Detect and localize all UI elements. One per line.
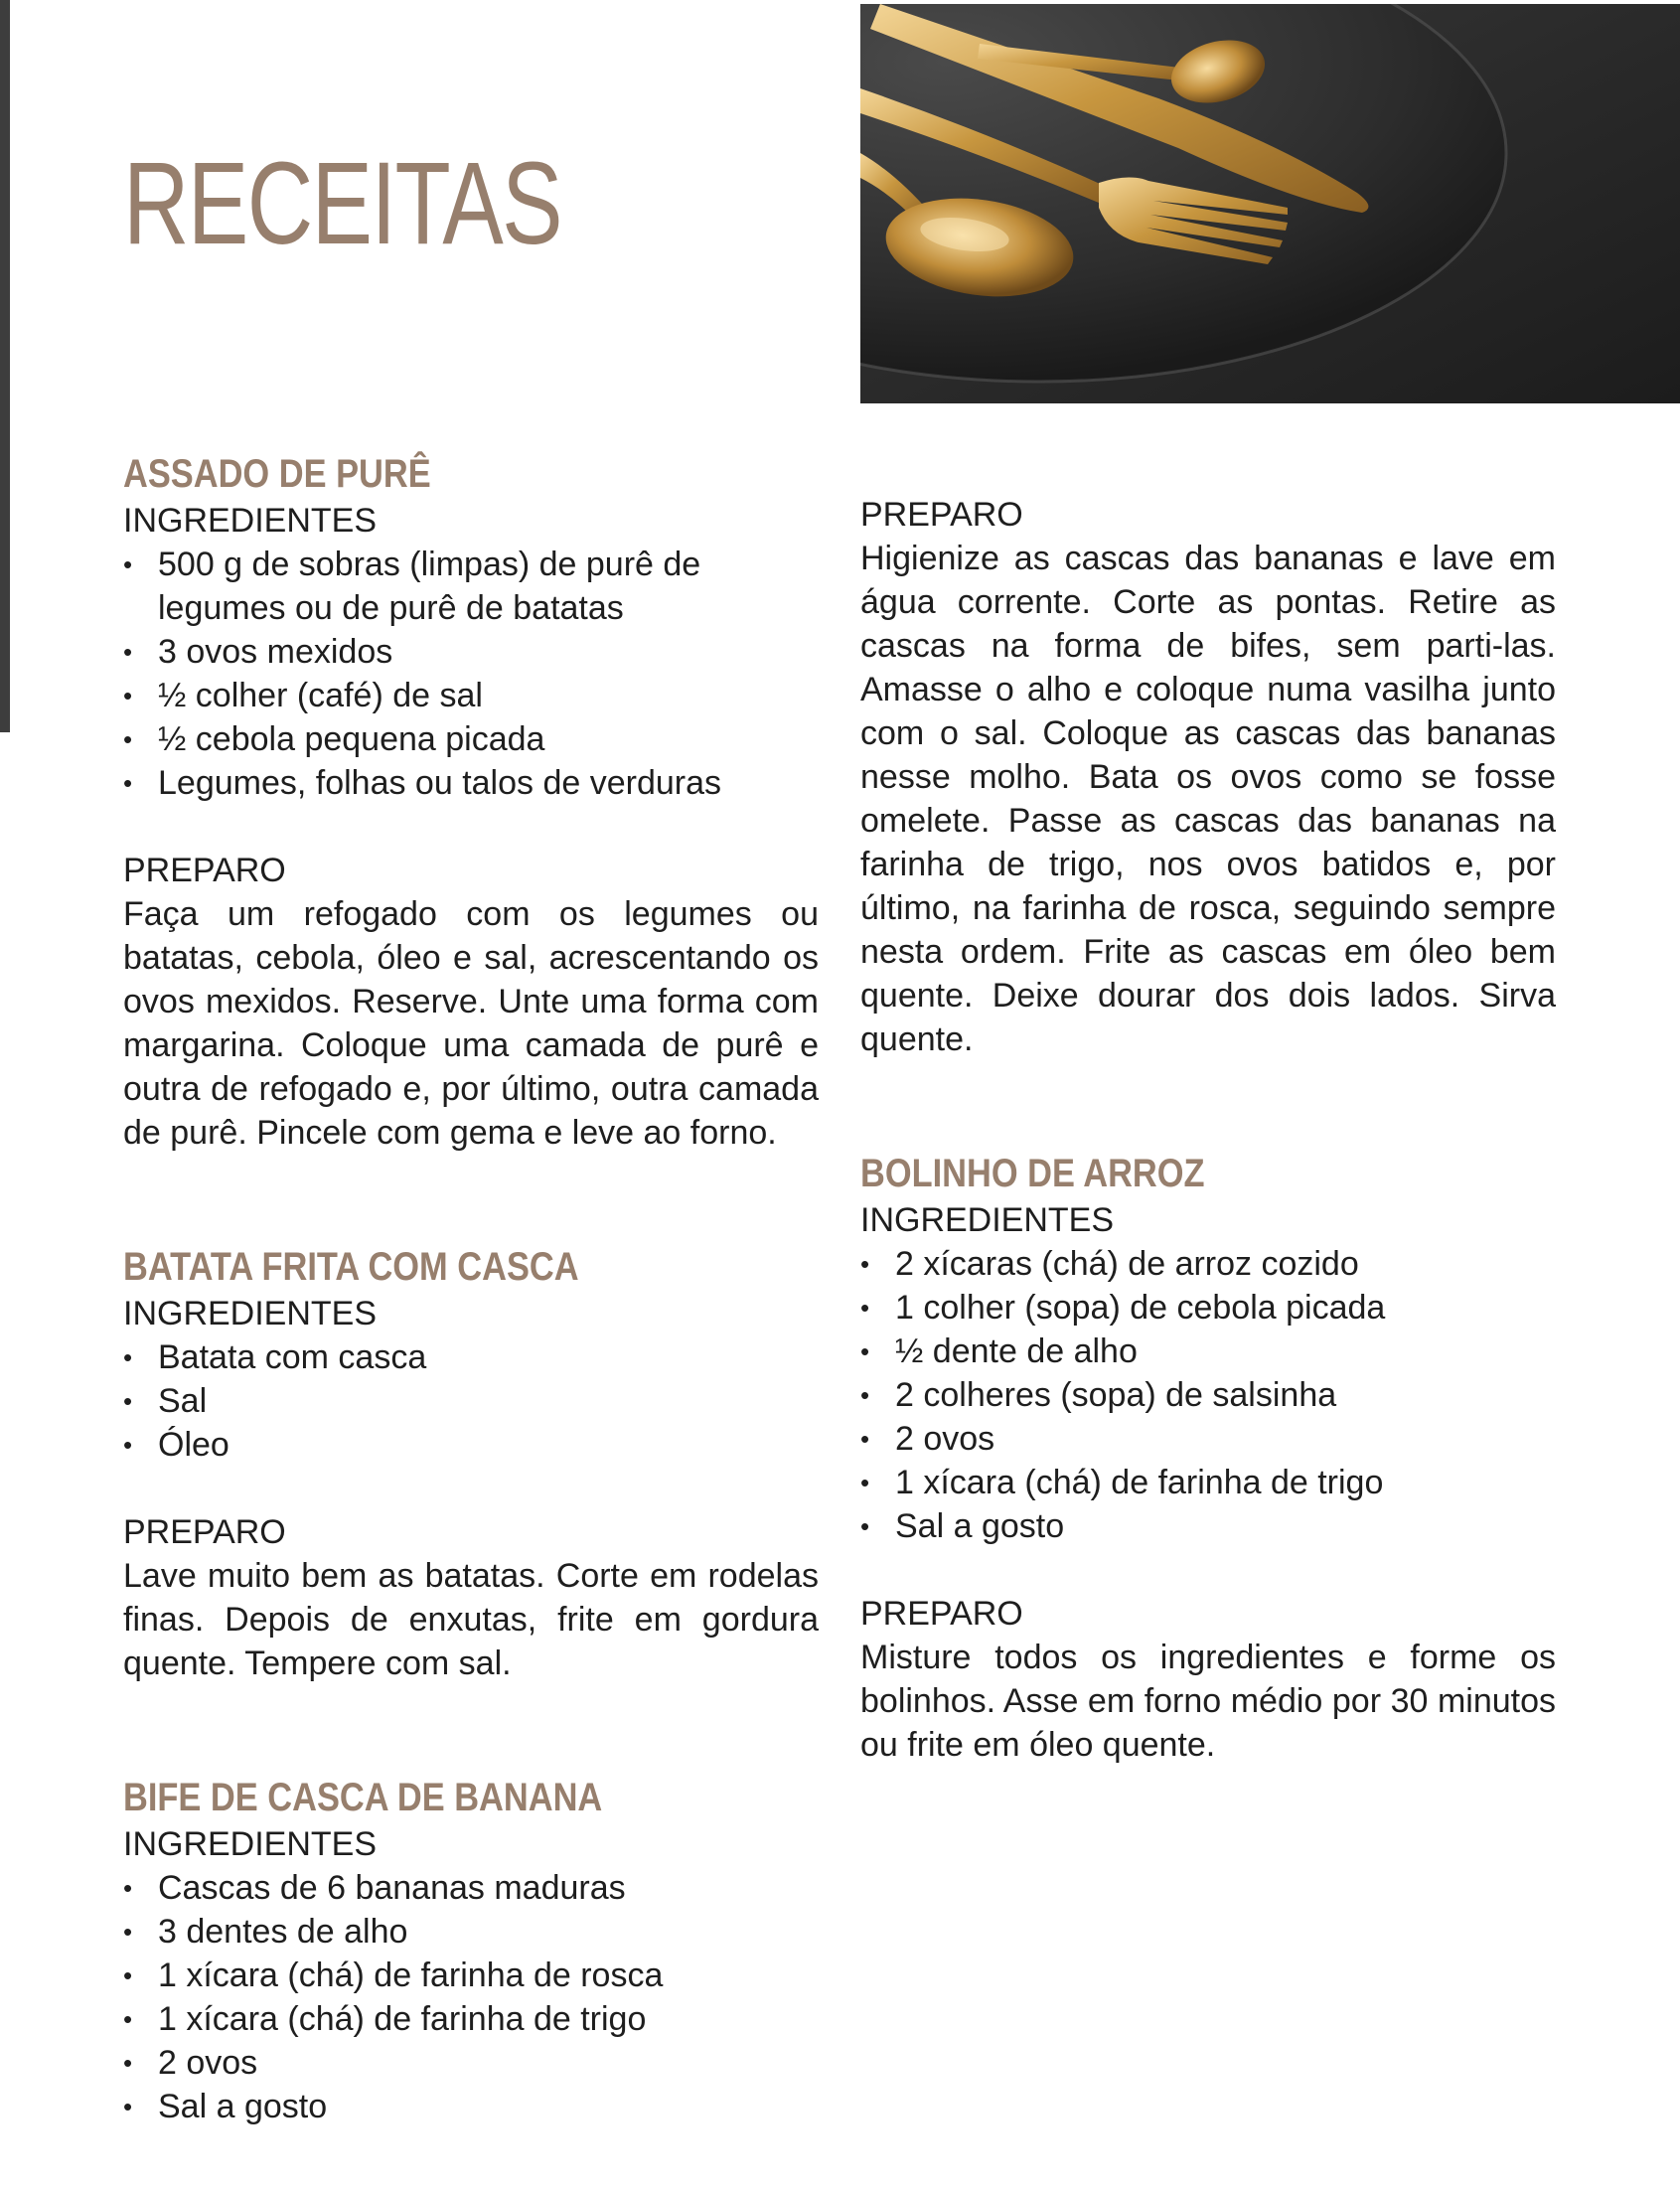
ingredient-item: • 1 xícara (chá) de farinha de rosca: [123, 1954, 819, 1997]
ingredient-item: • Cascas de 6 bananas maduras: [123, 1866, 819, 1910]
left-column: [123, 449, 819, 2128]
recipe-bife-de-casca-de-banana-preparo: [860, 493, 1556, 1061]
ingredients-label: INGREDIENTES: [123, 1825, 378, 1863]
ingredient-item: • 2 ovos: [860, 1417, 1556, 1461]
ingredient-item: • ½ colher (café) de sal: [123, 674, 819, 717]
ingredient-item: • Legumes, folhas ou talos de verduras: [123, 761, 819, 805]
ingredients-label: INGREDIENTES: [123, 502, 378, 540]
ingredients-list: [860, 1242, 1556, 1548]
recipe-title: BIFE DE CASCA DE BANANA: [123, 1776, 603, 1819]
ingredient-item: • ½ cebola pequena picada: [123, 717, 819, 761]
recipe-title: BATATA FRITA COM CASCA: [123, 1245, 579, 1289]
ingredient-item: • 2 ovos: [123, 2041, 819, 2085]
preparo-label: PREPARO: [860, 496, 1023, 534]
recipe-title: BOLINHO DE ARROZ: [860, 1152, 1205, 1195]
recipe-title: ASSADO DE PURÊ: [123, 452, 431, 496]
side-bar: [0, 0, 10, 732]
ingredient-item: • 3 dentes de alho: [123, 1910, 819, 1954]
recipe-assado-de-pure: [123, 449, 819, 1155]
ingredient-item: • Sal: [123, 1379, 819, 1423]
preparo-text: Misture todos os ingredientes e forme os bolinhos. Asse em forno médio por 30 minutos ou frite em óleo quente.: [860, 1639, 1556, 1764]
preparo-text: Higienize as cascas das bananas e lave em água corrente. Corte as pontas. Retire as cascas na forma de bifes, sem parti-las. Amasse o alho e coloque numa vasilha junto com o sal. Coloque as cascas das bananas nesse molho. Bata os ovos como se fosse omelete. Passe as cascas das bananas na farinha de trigo, nos ovos batidos e, por último, na farinha de rosca, seguindo sempre nesta ordem. Frite as cascas em óleo bem quente. Deixe dourar dos dois lados. Sirva quente.: [860, 540, 1556, 1058]
ingredient-item: • Sal a gosto: [123, 2085, 819, 2128]
preparo-label: PREPARO: [860, 1595, 1023, 1633]
ingredient-item: • 500 g de sobras (limpas) de purê de legumes ou de purê de batatas: [123, 543, 819, 630]
ingredient-item: • Sal a gosto: [860, 1504, 1556, 1548]
ingredients-list: [123, 543, 819, 805]
ingredient-item: • ½ dente de alho: [860, 1330, 1556, 1373]
preparo-label: PREPARO: [123, 1513, 286, 1551]
cutlery-photo: [860, 4, 1680, 403]
ingredient-item: • Óleo: [123, 1423, 819, 1467]
ingredient-item: • 1 colher (sopa) de cebola picada: [860, 1286, 1556, 1330]
recipe-batata-frita-com-casca: [123, 1242, 819, 1685]
recipe-bolinho-de-arroz: [860, 1149, 1556, 1767]
ingredient-item: • 2 colheres (sopa) de salsinha: [860, 1373, 1556, 1417]
ingredient-item: • 1 xícara (chá) de farinha de trigo: [860, 1461, 1556, 1504]
preparo-label: PREPARO: [123, 852, 286, 889]
page-title: RECEITAS: [123, 138, 561, 269]
ingredients-label: INGREDIENTES: [123, 1295, 378, 1332]
ingredient-item: • 3 ovos mexidos: [123, 630, 819, 674]
ingredient-item: • 1 xícara (chá) de farinha de trigo: [123, 1997, 819, 2041]
preparo-text: Lave muito bem as batatas. Corte em rodelas finas. Depois de enxutas, frite em gordura quente. Tempere com sal.: [123, 1557, 819, 1682]
ingredients-list: [123, 1866, 819, 2128]
recipe-bife-de-casca-de-banana: [123, 1773, 819, 2128]
ingredients-list: [123, 1335, 819, 1467]
ingredient-item: • Batata com casca: [123, 1335, 819, 1379]
preparo-text: Faça um refogado com os legumes ou batatas, cebola, óleo e sal, acrescentando os ovos mexidos. Reserve. Unte uma forma com margarina. Coloque uma camada de purê e outra de refogado e, por último, outra camada de purê. Pincele com gema e leve ao forno.: [123, 895, 819, 1152]
ingredient-item: • 2 xícaras (chá) de arroz cozido: [860, 1242, 1556, 1286]
right-column: [860, 493, 1556, 1767]
ingredients-label: INGREDIENTES: [860, 1201, 1115, 1239]
